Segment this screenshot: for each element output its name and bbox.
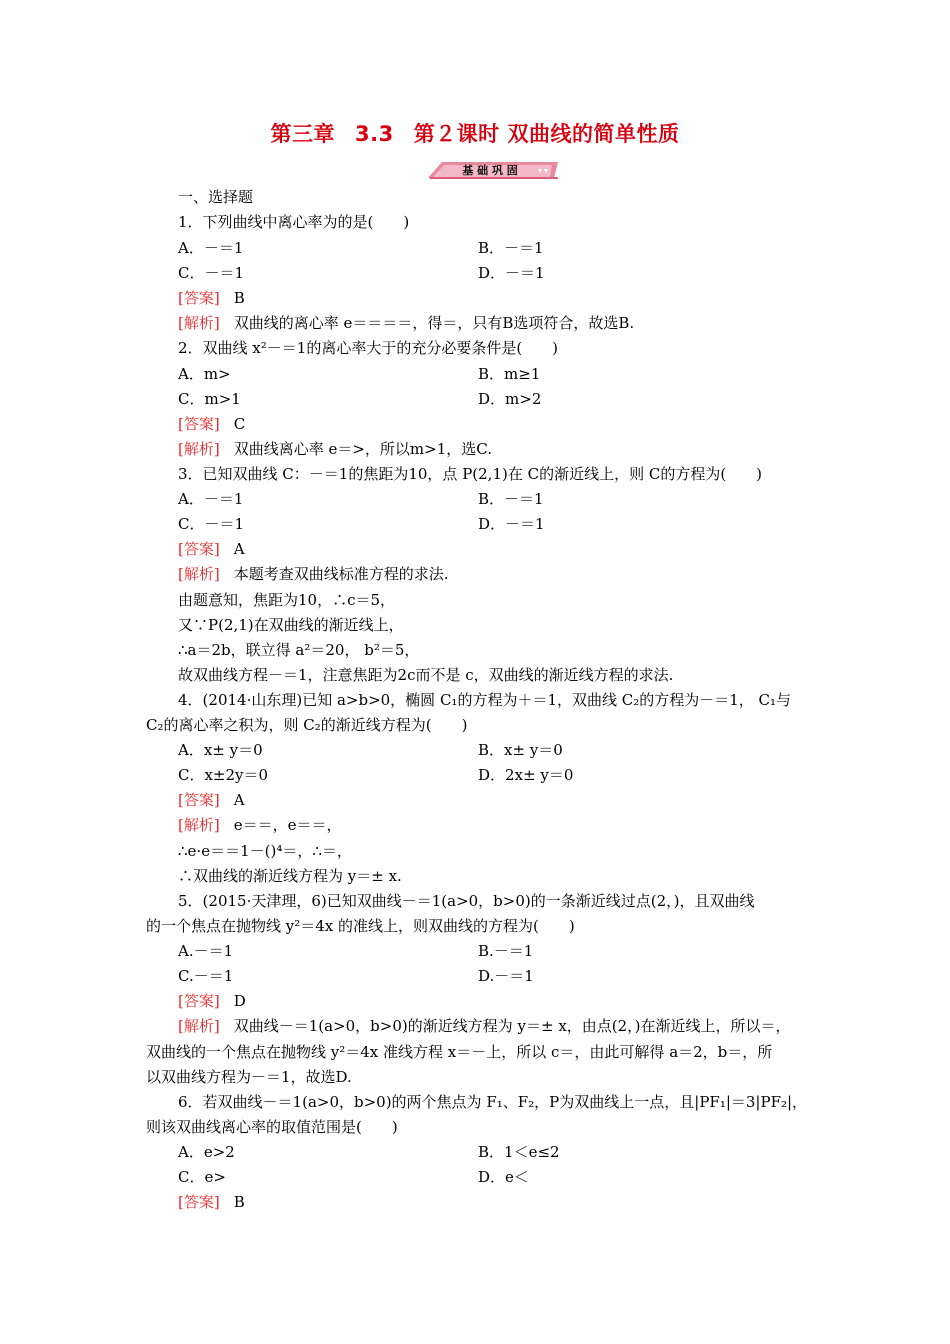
q5-option-c: C.－＝1 bbox=[178, 967, 234, 985]
analysis-tag: [解析] bbox=[178, 816, 220, 834]
question-5: 5．(2015·天津理，6)已知双曲线－＝1(a>0，b>0)的一条渐近线过点(2，)，且双曲线 bbox=[178, 892, 755, 910]
q4-analysis-line: ∴双曲线的渐近线方程为 y＝± x. bbox=[178, 867, 402, 885]
q6-answer: [答案] B bbox=[178, 1193, 245, 1211]
question-3: 3．已知双曲线 C：－＝1的焦距为10，点 P(2,1)在 C的渐近线上，则 C的方程为( ) bbox=[178, 465, 763, 483]
q2-answer: [答案] C bbox=[178, 415, 246, 433]
answer-tag: [答案] bbox=[178, 415, 220, 433]
q5-option-d: D.－＝1 bbox=[478, 967, 534, 985]
q3-analysis-line: 故双曲线方程－＝1，注意焦距为2c而不是 c，双曲线的渐近线方程的求法. bbox=[178, 666, 674, 684]
q4-analysis-line: ∴e·e＝＝1－()⁴＝，∴＝， bbox=[178, 842, 352, 860]
analysis-tag: [解析] bbox=[178, 440, 220, 458]
q3-answer: [答案] A bbox=[178, 540, 245, 558]
q4-option-b: B．x± y＝0 bbox=[478, 741, 563, 759]
banner-label: 基 础 巩 固 bbox=[462, 164, 518, 177]
q4-option-a: A．x± y＝0 bbox=[178, 741, 263, 759]
q2-option-d: D．m>2 bbox=[478, 390, 542, 408]
lesson-title: 第２课时 双曲线的简单性质 bbox=[413, 122, 680, 146]
page-title bbox=[0, 118, 950, 148]
q3-option-b: B．－＝1 bbox=[478, 490, 544, 508]
chapter-label: 第三章 bbox=[270, 122, 335, 146]
q5-analysis-line: 双曲线的一个焦点在抛物线 y²＝4x 准线方程 x＝－上，所以 c＝，由此可解得 a＝2，b＝，所 bbox=[146, 1043, 773, 1061]
q3-option-d: D．－＝1 bbox=[478, 515, 545, 533]
q2-option-b: B．m≥1 bbox=[478, 365, 541, 383]
question-6: 6．若双曲线－＝1(a>0，b>0)的两个焦点为 F₁、F₂，P为双曲线上一点，且|PF₁|＝3|PF₂|， bbox=[178, 1093, 808, 1111]
q6-option-b: B．1＜e≤2 bbox=[478, 1143, 560, 1161]
q3-analysis-line: 由题意知，焦距为10，∴c＝5， bbox=[178, 591, 396, 609]
answer-tag: [答案] bbox=[178, 1193, 220, 1211]
question-1: 1．下列曲线中离心率为的是( ) bbox=[178, 213, 410, 231]
section-heading: 一、选择题 bbox=[178, 188, 254, 206]
section-number: 3.3 bbox=[354, 122, 394, 146]
q1-option-d: D．－＝1 bbox=[478, 264, 545, 282]
q1-answer: [答案] B bbox=[178, 289, 245, 307]
q3-analysis-line: 又∵P(2,1)在双曲线的渐近线上， bbox=[178, 616, 404, 634]
q4-answer: [答案] A bbox=[178, 791, 245, 809]
question-4: 4．(2014·山东理)已知 a>b>0，椭圆 C₁的方程为＋＝1，双曲线 C₂的方程为－＝1， C₁与 bbox=[178, 691, 792, 709]
answer-tag: [答案] bbox=[178, 540, 220, 558]
q2-option-a: A．m> bbox=[178, 365, 231, 383]
question-2: 2．双曲线 x²－＝1的离心率大于的充分必要条件是( ) bbox=[178, 339, 559, 357]
answer-tag: [答案] bbox=[178, 289, 220, 307]
q1-option-c: C．－＝1 bbox=[178, 264, 245, 282]
q3-option-a: A．－＝1 bbox=[178, 490, 244, 508]
answer-tag: [答案] bbox=[178, 791, 220, 809]
q2-option-c: C．m>1 bbox=[178, 390, 241, 408]
q1-analysis: [解析] 双曲线的离心率 e＝＝＝＝，得＝，只有B选项符合，故选B. bbox=[178, 314, 635, 332]
q1-option-a: A．－＝1 bbox=[178, 239, 244, 257]
q1-option-b: B．－＝1 bbox=[478, 239, 544, 257]
q5-option-b: B.－＝1 bbox=[478, 942, 534, 960]
q3-analysis: [解析] 本题考查双曲线标准方程的求法. bbox=[178, 565, 449, 583]
analysis-tag: [解析] bbox=[178, 565, 220, 583]
q4-option-d: D．2x± y＝0 bbox=[478, 766, 574, 784]
q5-analysis: [解析] 双曲线－＝1(a>0，b>0)的渐近线方程为 y＝± x，由点(2，)在渐近线上，所以＝， bbox=[178, 1017, 791, 1035]
q5-answer: [答案] D bbox=[178, 992, 246, 1010]
q5-option-a: A.－＝1 bbox=[178, 942, 234, 960]
q6-option-a: A．e>2 bbox=[178, 1143, 235, 1161]
q4-analysis: [解析] e＝＝，e＝＝， bbox=[178, 816, 342, 834]
analysis-tag: [解析] bbox=[178, 314, 220, 332]
q5-analysis-line: 以双曲线方程为－＝1，故选D. bbox=[146, 1068, 352, 1086]
q2-analysis: [解析] 双曲线离心率 e＝>，所以m>1，选C. bbox=[178, 440, 492, 458]
q4-option-c: C．x±2y＝0 bbox=[178, 766, 269, 784]
question-4-cont: C₂的离心率之积为，则 C₂的渐近线方程为( ) bbox=[146, 716, 468, 734]
analysis-tag: [解析] bbox=[178, 1017, 220, 1035]
q6-option-c: C．e> bbox=[178, 1168, 226, 1186]
question-6-cont: 则该双曲线离心率的取值范围是( ) bbox=[146, 1118, 398, 1136]
q3-analysis-line: ∴a＝2b，联立得 a²＝20， b²＝5， bbox=[178, 641, 420, 659]
answer-tag: [答案] bbox=[178, 992, 220, 1010]
q3-option-c: C．－＝1 bbox=[178, 515, 245, 533]
section-banner bbox=[428, 157, 558, 179]
q6-option-d: D．e＜ bbox=[478, 1168, 529, 1186]
question-5-cont: 的一个焦点在抛物线 y²＝4x 的准线上，则双曲线的方程为( ) bbox=[146, 917, 575, 935]
